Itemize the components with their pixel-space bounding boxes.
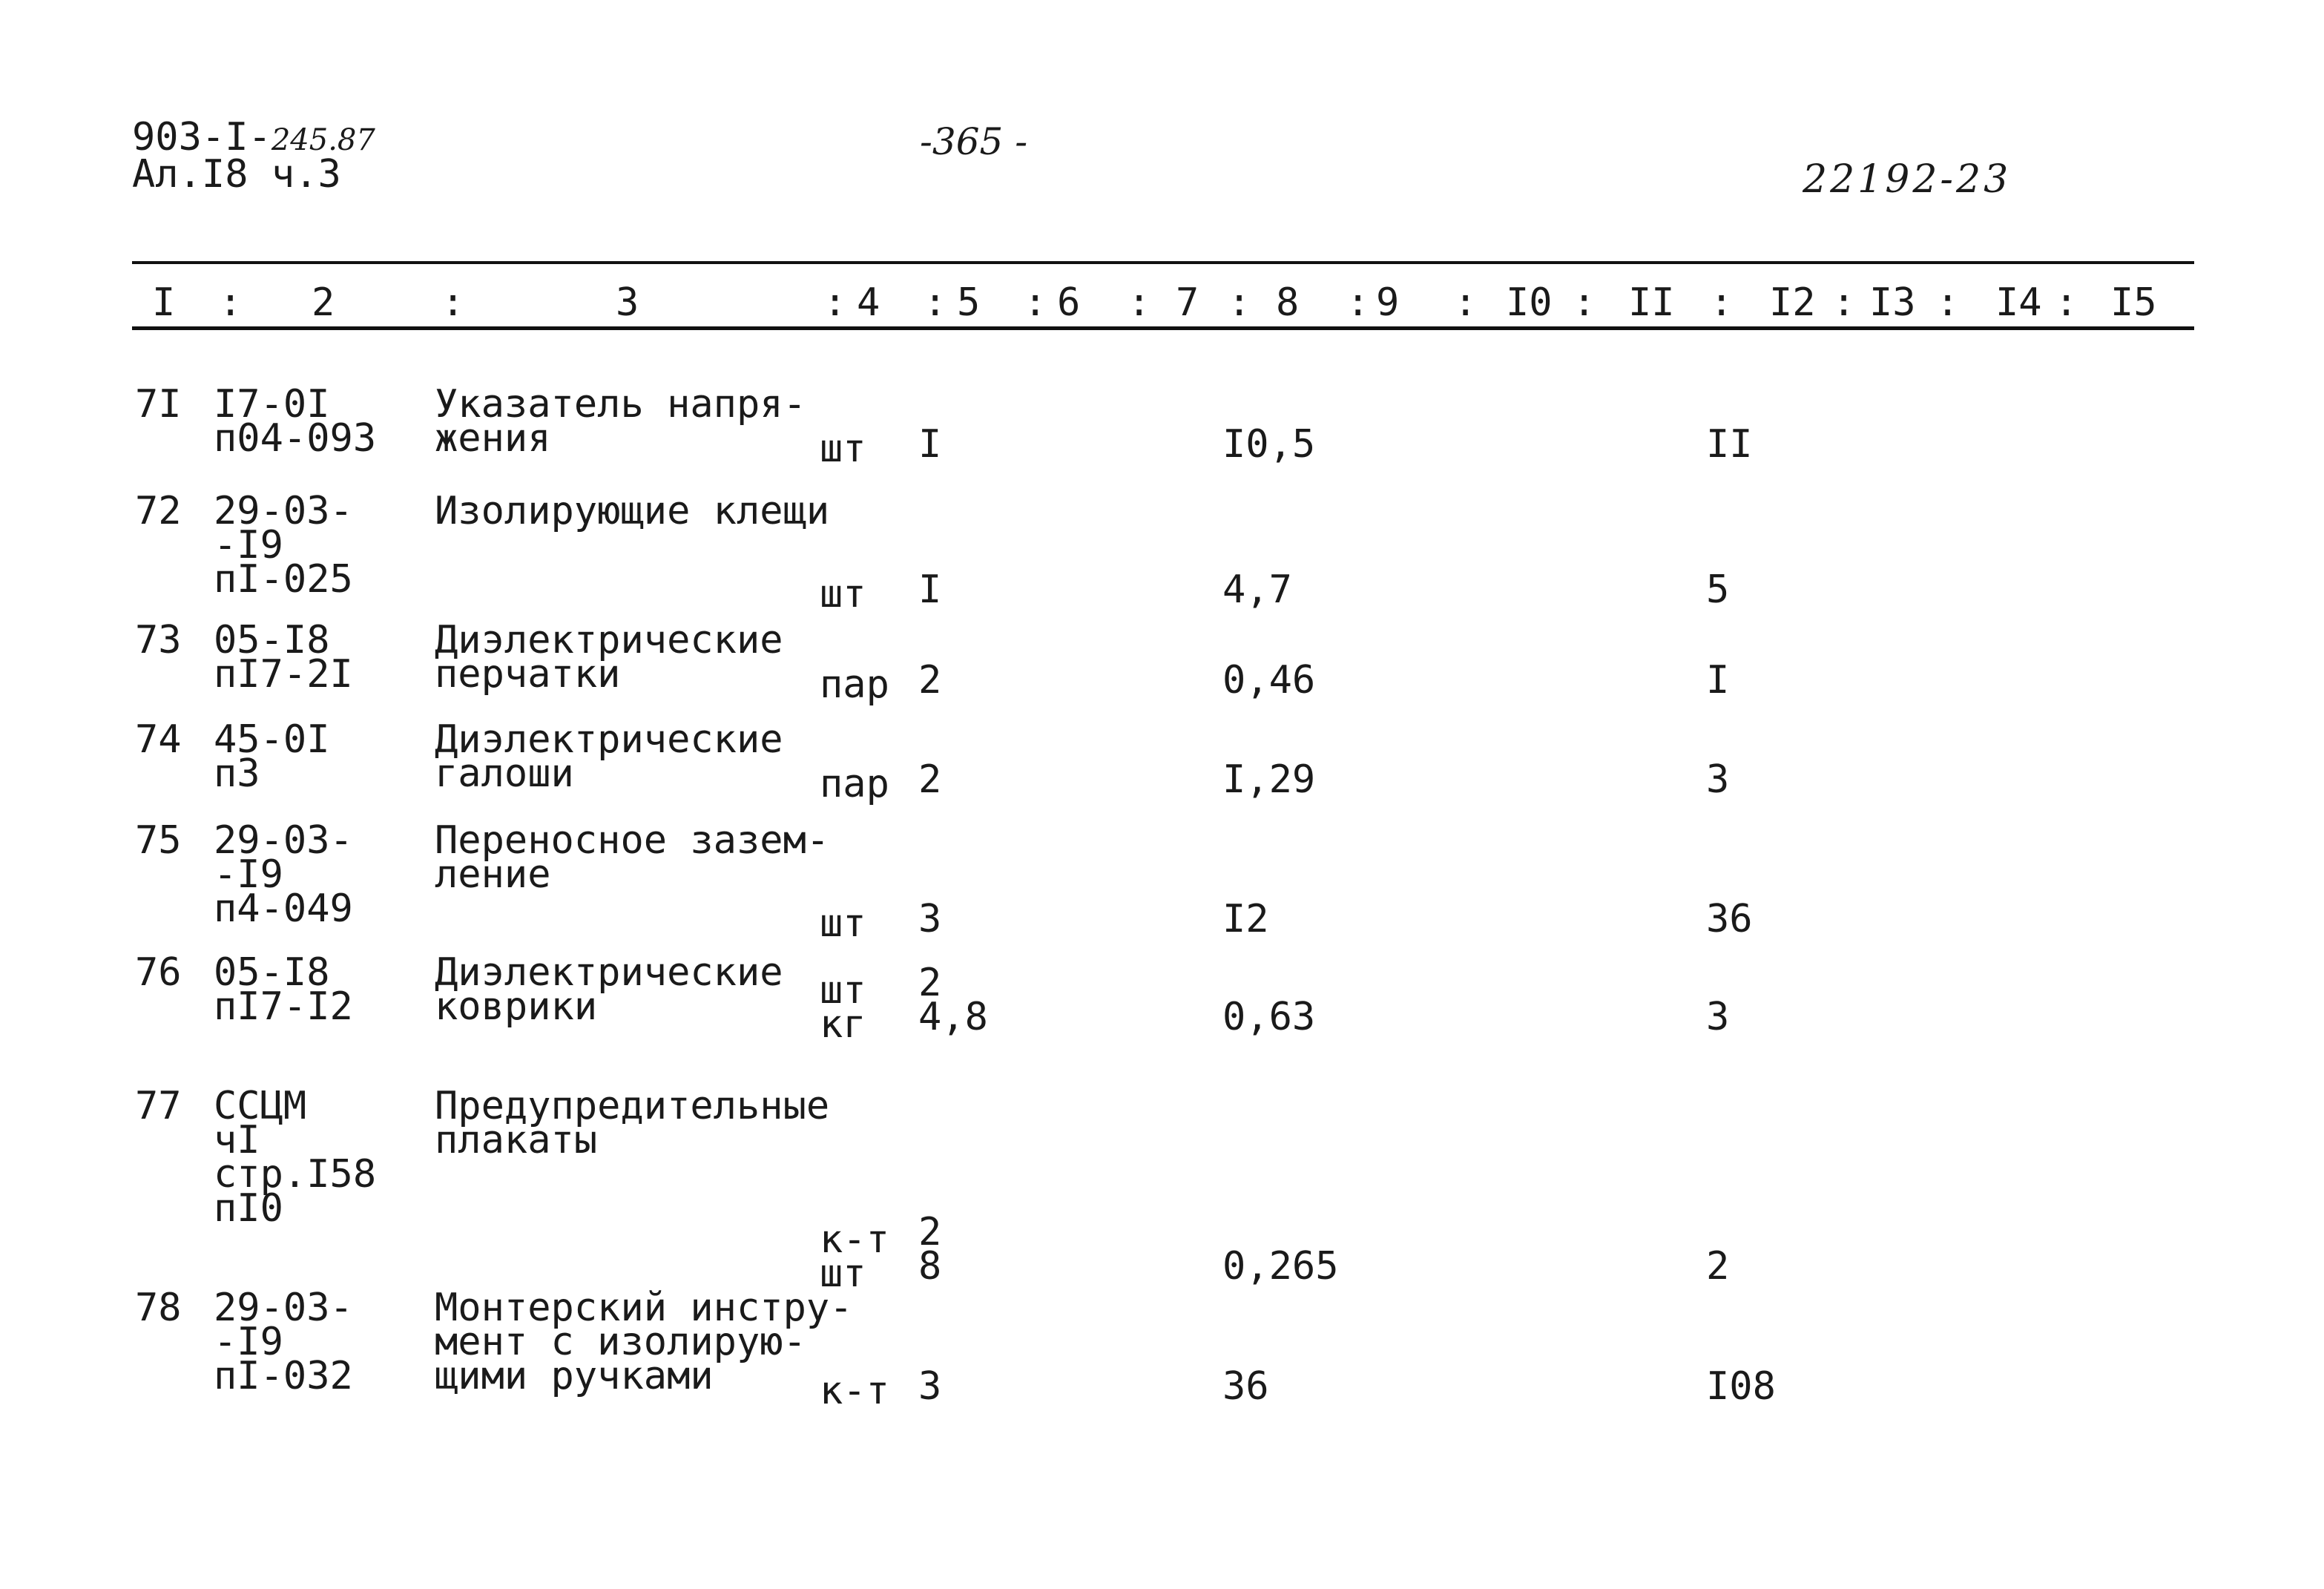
- total-cost: II: [1706, 422, 1753, 467]
- item-name: Монтерский инстру- мент с изолирую- щими ручками: [435, 1286, 853, 1398]
- unit-price: 36: [1222, 1364, 1269, 1409]
- column-number: 4: [857, 280, 880, 325]
- total-cost: I: [1706, 658, 1730, 703]
- table-top-rule: [132, 261, 2194, 264]
- quantity: 2 8: [918, 1210, 942, 1289]
- column-separator: :: [1710, 280, 1734, 325]
- unit: к-т: [820, 1369, 889, 1413]
- total-cost: 5: [1706, 568, 1730, 612]
- unit-price: I2: [1222, 897, 1269, 941]
- item-name: Переносное зазем- ление: [435, 818, 830, 897]
- column-number: I: [152, 280, 176, 325]
- item-name: Диэлектрические перчатки: [435, 618, 783, 697]
- unit: шт кг: [820, 968, 866, 1047]
- document-code-prefix: 903-I-: [132, 115, 271, 159]
- item-name: Диэлектрические галоши: [435, 717, 783, 796]
- column-separator: :: [823, 280, 847, 325]
- unit: шт: [820, 901, 866, 946]
- unit: к-т шт: [820, 1217, 889, 1297]
- unit-price: 0,46: [1222, 658, 1316, 703]
- item-name: Диэлектрические коврики: [435, 950, 783, 1029]
- row-number: 78: [135, 1286, 182, 1330]
- sheet-reference: Ал.I8 ч.3: [132, 152, 341, 197]
- unit-price: 4,7: [1222, 568, 1292, 612]
- unit-price: 0,265: [1222, 1244, 1339, 1289]
- column-number: 7: [1176, 280, 1199, 325]
- total-cost: 3: [1706, 757, 1730, 802]
- row-number: 75: [135, 818, 182, 863]
- row-number: 73: [135, 618, 182, 662]
- column-number: I4: [1995, 280, 2042, 325]
- page-number: -365 -: [920, 120, 1028, 163]
- quantity: 2: [918, 658, 942, 703]
- column-separator: :: [1228, 280, 1251, 325]
- item-name: Изолирующие клещи: [435, 489, 830, 533]
- document-code-handwritten: 245.87: [271, 123, 375, 157]
- column-number: II: [1628, 280, 1675, 325]
- column-number: 9: [1376, 280, 1400, 325]
- unit-price: I0,5: [1222, 422, 1316, 467]
- column-number: I3: [1869, 280, 1916, 325]
- column-separator: :: [1024, 280, 1047, 325]
- table-header-rule: [132, 326, 2194, 330]
- row-number: 76: [135, 950, 182, 995]
- row-number: 72: [135, 489, 182, 533]
- rate-code: I7-0I п04-093: [214, 382, 377, 461]
- column-separator: :: [1346, 280, 1370, 325]
- item-name: Указатель напря- жения: [435, 382, 806, 461]
- quantity: 3: [918, 897, 942, 941]
- column-separator: :: [924, 280, 947, 325]
- quantity: I: [918, 422, 942, 467]
- unit: пар: [820, 762, 889, 806]
- column-separator: :: [1936, 280, 1960, 325]
- column-separator: :: [1454, 280, 1478, 325]
- rate-code: ССЦМ чI стр.I58 пI0: [214, 1084, 377, 1231]
- column-separator: :: [1573, 280, 1596, 325]
- item-name: Предупредительные плакаты: [435, 1084, 830, 1162]
- column-separator: :: [441, 280, 465, 325]
- rate-code: 29-03- -I9 пI-025: [214, 489, 353, 602]
- unit: пар: [820, 662, 889, 707]
- total-cost: 2: [1706, 1244, 1730, 1289]
- rate-code: 29-03- -I9 п4-049: [214, 818, 353, 931]
- total-cost: I08: [1706, 1364, 1776, 1409]
- total-cost: 36: [1706, 897, 1753, 941]
- column-number: 5: [957, 280, 981, 325]
- rate-code: 05-I8 пI7-I2: [214, 950, 353, 1029]
- column-number: 2: [312, 280, 335, 325]
- column-separator: :: [2055, 280, 2078, 325]
- quantity: 3: [918, 1364, 942, 1409]
- row-number: 77: [135, 1084, 182, 1128]
- rate-code: 05-I8 пI7-2I: [214, 618, 353, 697]
- unit-price: I,29: [1222, 757, 1316, 802]
- total-cost: 3: [1706, 995, 1730, 1039]
- rate-code: 29-03- -I9 пI-032: [214, 1286, 353, 1398]
- column-separator: :: [1128, 280, 1151, 325]
- row-number: 74: [135, 717, 182, 762]
- unit: шт: [820, 572, 866, 616]
- unit-price: 0,63: [1222, 995, 1316, 1039]
- quantity: 2: [918, 757, 942, 802]
- column-number: I2: [1769, 280, 1816, 325]
- rate-code: 45-0I п3: [214, 717, 330, 796]
- column-number: 6: [1057, 280, 1081, 325]
- quantity: 2 4,8: [918, 961, 988, 1039]
- column-number: 8: [1276, 280, 1300, 325]
- column-number: I5: [2110, 280, 2157, 325]
- column-number: I0: [1506, 280, 1553, 325]
- unit: шт: [820, 427, 866, 471]
- column-separator: :: [219, 280, 243, 325]
- column-number: 3: [616, 280, 639, 325]
- column-separator: :: [1832, 280, 1856, 325]
- archive-number: 22192-23: [1803, 157, 2012, 202]
- row-number: 7I: [135, 382, 182, 427]
- quantity: I: [918, 568, 942, 612]
